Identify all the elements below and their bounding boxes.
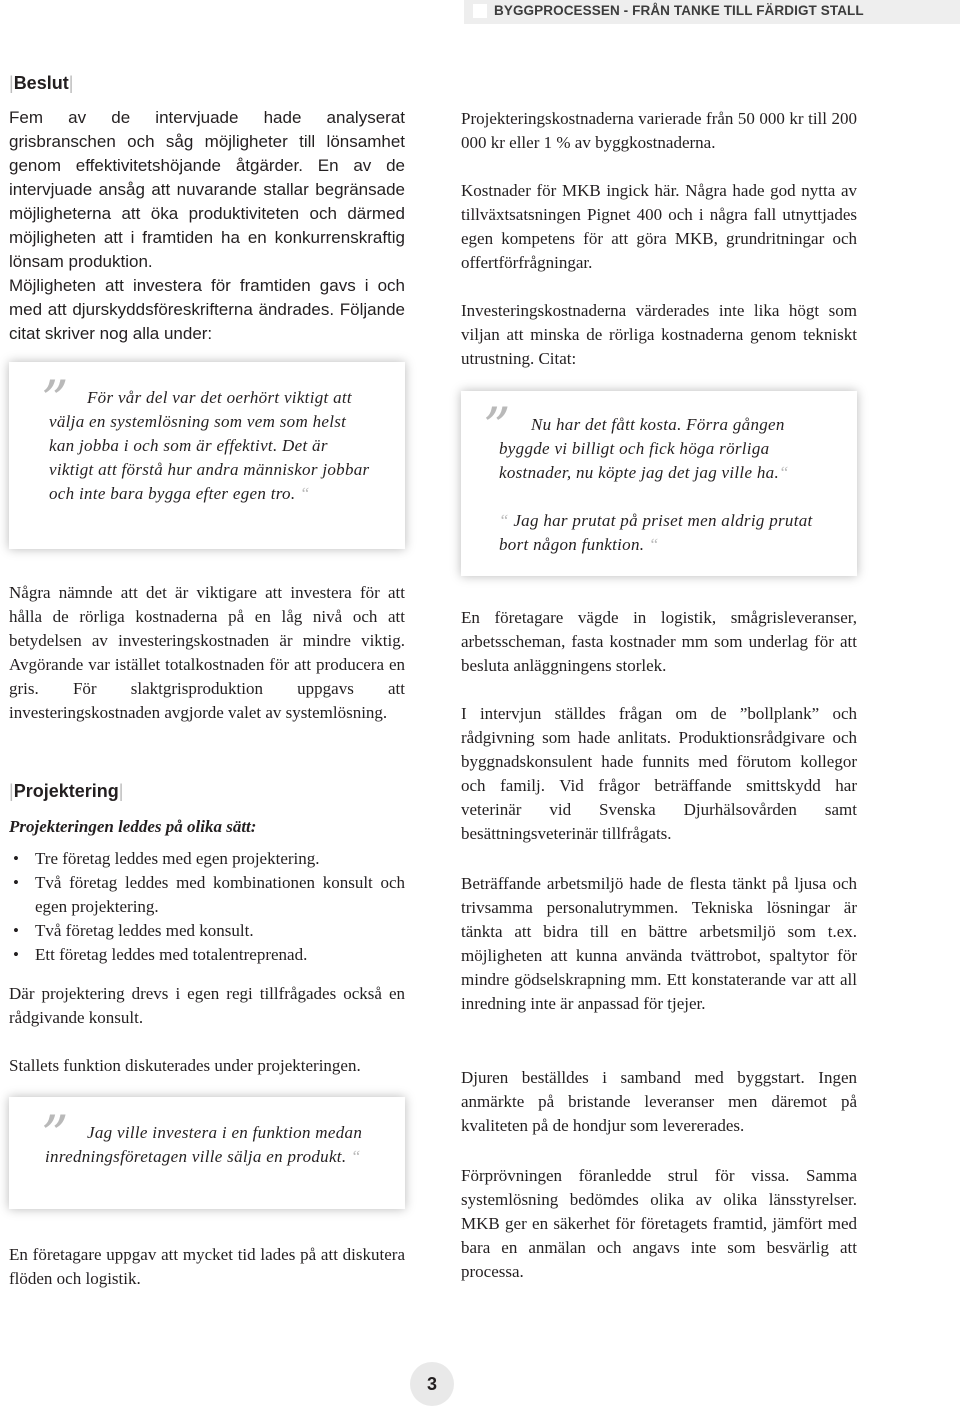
- quote-box-2: [9, 1097, 405, 1209]
- quote-text-1: För vår del var det oerhört viktigt att välja en systemlösning som vem som helst kan jobba i och som är effektivt. Det är viktigt att förstå hur andra människor jobbar och inte bara bygga efter egen tro. “: [49, 388, 370, 503]
- header-title: BYGGPROCESSEN - FRÅN TANKE TILL FÄRDIGT STALL: [494, 3, 864, 18]
- paragraph-logistik-storlek: En företagare vägde in logistik, smågrisleveranser, arbetsscheman, fasta kostnader mm som underlag för att besluta anläggningens storlek.: [461, 608, 857, 675]
- page-number: 3: [410, 1362, 454, 1406]
- quote-text-2: Jag ville investera i en funktion medan inredningsföretagen ville sälja en produkt. “: [45, 1123, 363, 1166]
- quote-text-4: “ Jag har prutat på priset men aldrig prutat bort någon funktion. “: [499, 511, 813, 554]
- paragraph-mkb: Kostnader för MKB ingick här. Några hade god nytta av tillväxtsatsningen Pignet 400 och i några fall utnyttjades egen kompetens för att göra MKB, grundritningar och offertförfrågningar.: [461, 181, 857, 272]
- quote-close-icon: “: [350, 1147, 361, 1166]
- quote-close-icon: “: [779, 463, 789, 482]
- list-item: • Två företag leddes med kombinationen konsult och egen projektering.: [13, 873, 405, 916]
- quote-box-3: [461, 391, 857, 576]
- projektering-list: [9, 847, 405, 967]
- paragraph-investering: Några nämnde att det är viktigare att investera för att hålla de rörliga kostnaderna på en låg nivå och att betydelsen av investeringskostnaden är mindre viktig. Avgörande var istället totalkostnaden för att producera en gris. För slaktgrisproduktion uppgavs att investeringskostnaden avgjorde valet av systemlösning.: [9, 583, 405, 722]
- paragraph-beslut-2: Möjligheten att investera för framtiden gavs i och med att djurskyddsföreskrifterna ändrades. Följande citat skriver nog alla under:: [9, 276, 405, 343]
- quote-open-icon: ”: [41, 1104, 69, 1167]
- projektering-subheading: Projekteringen leddes på olika sätt:: [9, 817, 257, 836]
- quote-close-icon: “: [648, 535, 659, 554]
- list-item: • Tre företag leddes med egen projektering.: [13, 849, 320, 868]
- paragraph-beslut-1: Fem av de intervjuade hade analyserat grisbranschen och såg möjligheter till lönsamhet genom effektivitetshöjande åtgärder. En av de intervjuade ansåg att nuvarande stallar begränsade möjligheterna att öka produktiviteten och därmed möjligheten att i framtiden ha en konkurrenskraftig lönsam produktion.: [9, 108, 405, 271]
- paragraph-arbetsmiljo: Beträffande arbetsmiljö hade de flesta tänkt på ljusa och trivsamma personalutrymmen. Tekniska lösningar är tänkta att bidra till en bättre arbetsmiljö som t.ex. möjligheten att kunna använda tvättrobot, spaltytor för mindre gödselskrapning mm. Ett konstaterande var att all inredning inte är anpassad för tjejer.: [461, 874, 857, 1013]
- paragraph-stallets-funktion: Stallets funktion diskuterades under projekteringen.: [9, 1056, 361, 1075]
- heading-projektering: |Projektering|: [9, 781, 124, 801]
- quote-open-small-icon: “: [499, 511, 509, 530]
- paragraph-logistik: En företagare uppgav att mycket tid lades på att diskutera flöden och logistik.: [9, 1245, 405, 1288]
- quote-text-3: Nu har det fått kosta. Förra gången byggde vi billigt och fick höga rörliga kostnader, nu köpte jag det jag ville ha.“: [499, 415, 789, 482]
- running-header: [464, 0, 960, 24]
- list-item: • Ett företag leddes med totalentreprenad.: [13, 945, 308, 964]
- paragraph-projekteringskostnader: Projekteringskostnaderna varierade från 50 000 kr till 200 000 kr eller 1 % av byggkostnaderna.: [461, 109, 857, 152]
- quote-open-icon: ”: [483, 396, 511, 459]
- list-item: • Två företag leddes med konsult.: [13, 921, 254, 940]
- quote-box-1: [9, 362, 405, 549]
- quote-open-icon: ”: [41, 369, 69, 432]
- paragraph-bollplank: I intervjun ställdes frågan om de ”bollplank” och rådgivning som hade anlitats. Produktionsrådgivare och byggnadskonsulent hade funnits med förutom kollegor och familj. Vid frågor beträffande smittskydd har veterinär vid Svenska Djurhälsovården samt besättningsveterinär tillfrågats.: [461, 704, 857, 843]
- heading-beslut: |Beslut|: [9, 73, 74, 93]
- paragraph-djuren: Djuren beställdes i samband med byggstart. Ingen anmärkte på bristande leveranser men däremot på kvaliteten på de hondjur som levererades.: [461, 1068, 857, 1135]
- paragraph-forprovning: Förprövningen föranledde strul för vissa. Samma systemlösning bedömdes olika av olika länsstyrelser. MKB ger en säkerhet för företagets framtid, jämfört med bara en anmälan och angavs inte som besvärlig att processa.: [461, 1166, 857, 1281]
- header-square-icon: [473, 4, 487, 18]
- quote-close-icon: “: [299, 484, 310, 503]
- paragraph-investeringskostnader: Investeringskostnaderna värderades inte lika högt som viljan att minska de rörliga kostnaderna genom tekniskt utrustning. Citat:: [461, 301, 857, 368]
- paragraph-egen-regi: Där projektering drevs i egen regi tillfrågades också en rådgivande konsult.: [9, 984, 405, 1027]
